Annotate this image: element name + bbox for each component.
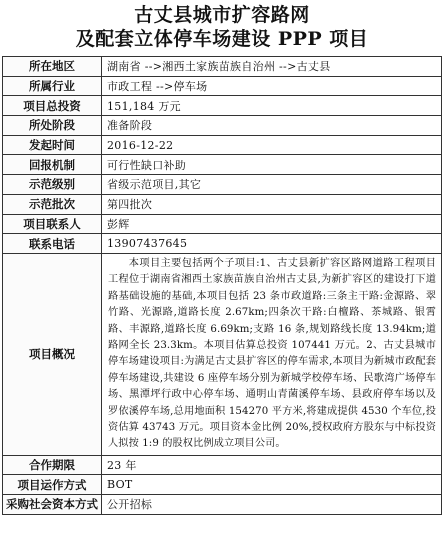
row-value: BOT [102, 475, 442, 495]
row-region [3, 57, 442, 77]
overview-text-cell [102, 253, 442, 455]
row-start-date [3, 135, 442, 155]
row-label: 所属行业 [3, 76, 102, 96]
overview-text: 本项目主要包括两个子项目:1、古丈县新扩容区路网道路工程项目工程位于湖南省湘西土家族苗族自治州古丈县,为新扩容区的建设打下道路基础设施的基础,本项目包括 23 条市政道路:三条主干路:金源路、翠竹路、光源路,道路长度 2.67km;四条次干路:白檀路、茶城路、银霄路、丰源路,道路长度 6.69km;支路 16 条,规划路线长度 13.94km;道路网全长 23.3km。本项目估算总投资 107441 万元。2、古丈县城市停车场建设项目:为满足古丈县扩容区的停车需求,本项目为新城市政配套停车场建设,共建设 6 座停车场分别为新城学校停车场、民歌湾广场停车场、黑潭坪行政中心停车场、通明山青菌溪停车场、县政府停车场以及罗依溪停车场,总用地面积 154270 平方米,将建成提供 4530 个车位,投资估算 43743 万元。项目资本金比例 20%,授权政府方股东与中标投资人拟按 1:9 的股权比例成立项目公司。 [108, 257, 436, 450]
row-label: 项目总投资 [3, 96, 102, 116]
row-return-mechanism [3, 155, 442, 175]
row-contact-phone [3, 234, 442, 254]
row-stage [3, 116, 442, 136]
row-overview [3, 253, 442, 455]
row-value: 13907437645 [102, 234, 442, 254]
document-title [0, 0, 444, 56]
row-label: 联系电话 [3, 234, 102, 254]
row-cooperation-period [3, 455, 442, 475]
row-total-investment [3, 96, 442, 116]
row-contact-person [3, 214, 442, 234]
row-label: 项目联系人 [3, 214, 102, 234]
row-label: 项目概况 [3, 253, 102, 455]
project-info-table [2, 56, 442, 515]
row-label: 示范批次 [3, 194, 102, 214]
row-value: 23 年 [102, 455, 442, 475]
row-value: 省级示范项目,其它 [102, 175, 442, 195]
row-value: 准备阶段 [102, 116, 442, 136]
row-demo-level [3, 175, 442, 195]
row-label: 项目运作方式 [3, 475, 102, 495]
row-value: 2016-12-22 [102, 135, 442, 155]
row-value: 湖南省 -->湘西土家族苗族自治州 -->古丈县 [102, 57, 442, 77]
row-label: 所处阶段 [3, 116, 102, 136]
title-line-1: 古丈县城市扩容路网 [134, 4, 310, 26]
row-value: 151,184 万元 [102, 96, 442, 116]
row-demo-batch [3, 194, 442, 214]
row-value: 彭辉 [102, 214, 442, 234]
row-label: 回报机制 [3, 155, 102, 175]
row-label: 发起时间 [3, 135, 102, 155]
row-label: 示范级别 [3, 175, 102, 195]
row-value: 公开招标 [102, 495, 442, 515]
title-line-2: 及配套立体停车场建设 PPP 项目 [75, 28, 369, 50]
row-value: 可行性缺口补助 [102, 155, 442, 175]
row-procurement-method [3, 495, 442, 515]
row-value: 第四批次 [102, 194, 442, 214]
row-label: 合作期限 [3, 455, 102, 475]
row-label: 所在地区 [3, 57, 102, 77]
row-industry [3, 76, 442, 96]
row-label: 采购社会资本方式 [3, 495, 102, 515]
row-value: 市政工程 -->停车场 [102, 76, 442, 96]
row-operation-mode [3, 475, 442, 495]
